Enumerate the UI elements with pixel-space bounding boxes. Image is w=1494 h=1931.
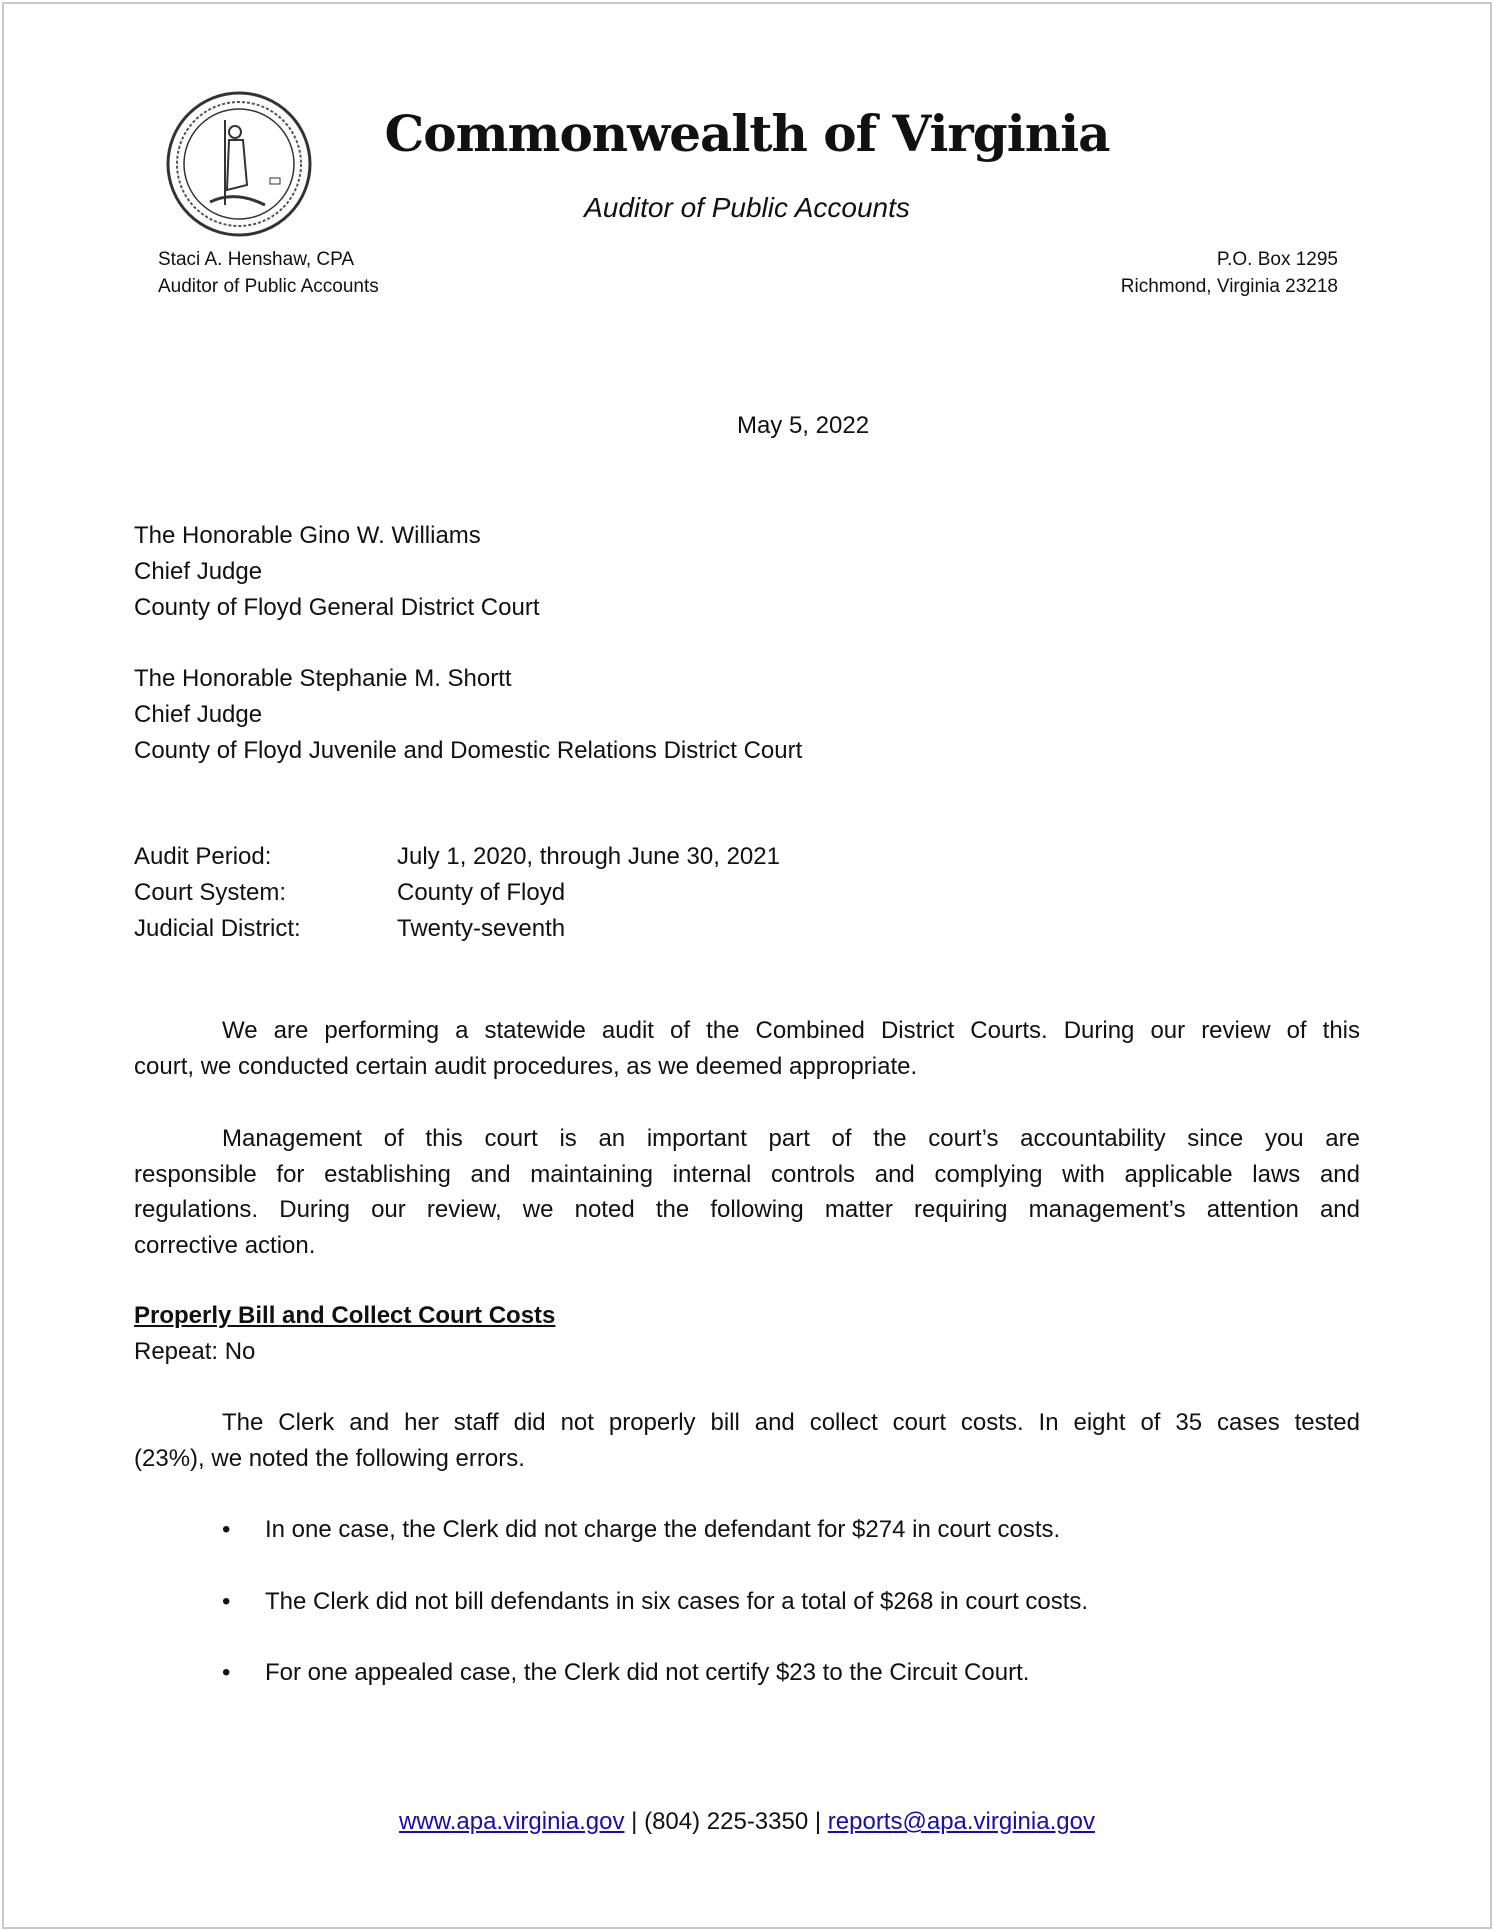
bullet-icon: •	[222, 1588, 231, 1615]
audit-period-value: July 1, 2020, through June 30, 2021	[397, 843, 780, 870]
judicial-district-value: Twenty-seventh	[397, 915, 566, 942]
paragraph-2-line: corrective action.	[134, 1232, 316, 1259]
letter-date: May 5, 2022	[736, 412, 870, 439]
addressee-2	[134, 661, 802, 769]
addressee-court: County of Floyd General District Court	[134, 594, 540, 621]
paragraph-2-line: regulations. During our review, we noted the following matter requiring management’s attention and	[134, 1196, 1360, 1223]
addressee-title: Chief Judge	[134, 558, 263, 585]
paragraph-2-line: Management of this court is an important part of the court’s accountability since you are	[222, 1125, 1360, 1152]
city-state: Richmond, Virginia 23218	[1120, 276, 1338, 297]
paragraph-2-line: responsible for establishing and maintaining internal controls and complying with applicable laws and	[134, 1161, 1360, 1188]
bullet-icon: •	[222, 1516, 231, 1543]
court-system-value: County of Floyd	[397, 879, 566, 906]
finding-intro-line: (23%), we noted the following errors.	[134, 1445, 525, 1472]
audit-info-labels	[134, 839, 301, 947]
addressee-court: County of Floyd Juvenile and Domestic Relations District Court	[134, 737, 803, 764]
auditor-title: Auditor of Public Accounts	[158, 276, 379, 297]
addressee-name: The Honorable Stephanie M. Shortt	[134, 665, 512, 692]
website-link[interactable]: www.apa.virginia.gov	[399, 1808, 625, 1835]
paragraph-1-line: court, we conducted certain audit procedures, as we deemed appropriate.	[134, 1053, 918, 1080]
audit-period-label: Audit Period:	[134, 843, 272, 870]
letterhead-title: Commonwealth of Virginia	[384, 104, 1110, 163]
phone-number: (804) 225-3350	[644, 1808, 809, 1835]
finding-intro-line: The Clerk and her staff did not properly bill and collect court costs. In eight of 35 cases tested	[222, 1409, 1360, 1436]
addressee-title: Chief Judge	[134, 701, 263, 728]
separator: |	[808, 1808, 828, 1835]
separator: |	[624, 1808, 645, 1835]
judicial-district-label: Judicial District:	[134, 915, 301, 942]
finding-bullet: The Clerk did not bill defendants in six cases for a total of $268 in court costs.	[265, 1588, 1089, 1615]
finding-heading: Properly Bill and Collect Court Costs	[134, 1302, 556, 1329]
court-system-label: Court System:	[134, 879, 287, 906]
finding-bullet: In one case, the Clerk did not charge the defendant for $274 in court costs.	[265, 1516, 1061, 1543]
po-box: P.O. Box 1295	[1216, 249, 1338, 270]
email-link[interactable]: reports@apa.virginia.gov	[827, 1808, 1095, 1835]
mailing-address	[1121, 246, 1338, 300]
finding-bullet: For one appealed case, the Clerk did not certify $23 to the Circuit Court.	[265, 1659, 1030, 1686]
audit-info-values	[397, 839, 780, 947]
bullet-icon: •	[222, 1659, 231, 1686]
addressee-name: The Honorable Gino W. Williams	[134, 522, 481, 549]
footer	[0, 1808, 1494, 1836]
paragraph-1-line: We are performing a statewide audit of the Combined District Courts. During our review of this	[222, 1017, 1360, 1044]
addressee-1	[134, 518, 539, 626]
auditor-info	[158, 246, 379, 300]
finding-repeat: Repeat: No	[134, 1338, 256, 1365]
letterhead-subtitle: Auditor of Public Accounts	[584, 192, 910, 223]
auditor-name: Staci A. Henshaw, CPA	[158, 249, 355, 270]
